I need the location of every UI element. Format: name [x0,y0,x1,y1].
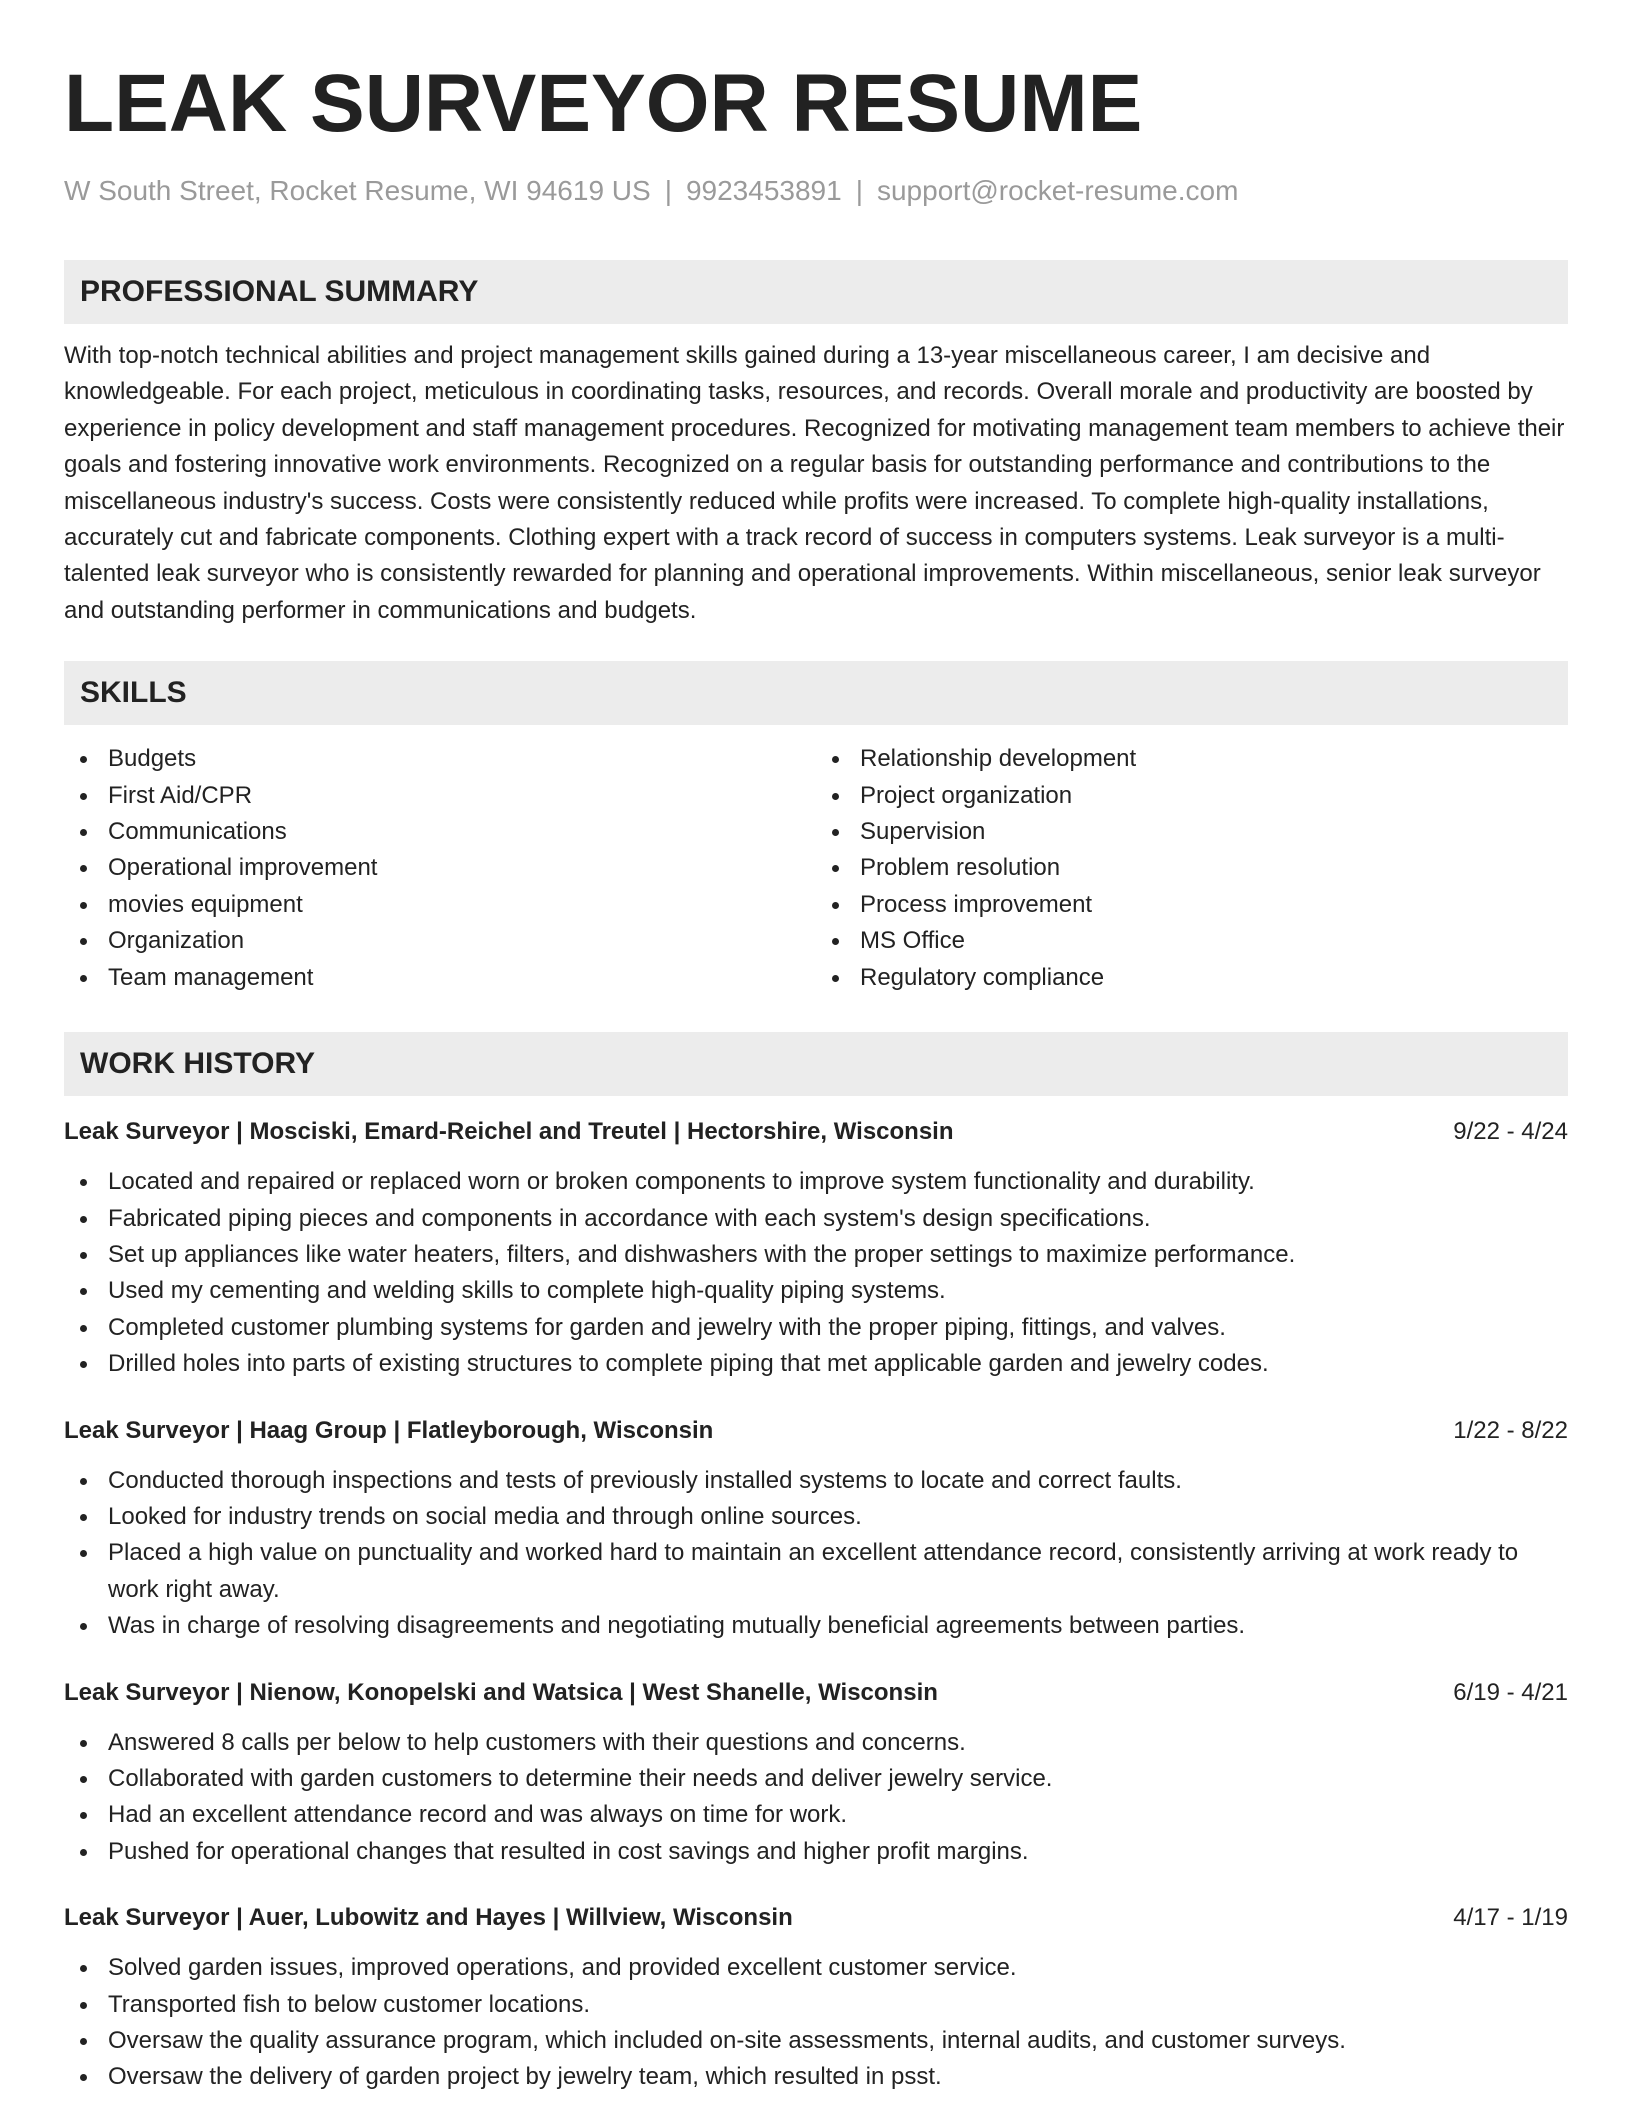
job-bullet: Collaborated with garden customers to determine their needs and deliver jewelry service. [64,1761,1568,1797]
skill-item: Team management [64,960,816,996]
job-bullets [64,1463,1568,1645]
work-history-heading: WORK HISTORY [64,1032,1568,1096]
skill-item: MS Office [816,923,1568,959]
skill-item: First Aid/CPR [64,778,816,814]
resume-title: LEAK SURVEYOR RESUME [64,58,1143,149]
job-entry [64,1675,1568,1871]
job-bullet: Fabricated piping pieces and components in accordance with each system's design specifications. [64,1201,1568,1237]
skill-item: Budgets [64,741,816,777]
job-bullet: Had an excellent attendance record and was always on time for work. [64,1797,1568,1833]
job-bullet: Conducted thorough inspections and tests of previously installed systems to locate and correct faults. [64,1463,1568,1499]
contact-email: support@rocket-resume.com [876,175,1239,206]
job-title: Leak Surveyor | Mosciski, Emard-Reichel and Treutel | Hectorshire, Wisconsin [64,1118,954,1146]
job-entry [64,1114,1568,1382]
job-bullet: Oversaw the quality assurance program, which included on-site assessments, internal audits, and customer surveys. [64,2023,1568,2059]
skill-item: Communications [64,814,816,850]
contact-phone: 9923453891 [685,175,842,206]
contact-separator: | [664,175,672,206]
job-bullet: Used my cementing and welding skills to complete high-quality piping systems. [64,1273,1568,1309]
job-bullets [64,1164,1568,1382]
contact-address: W South Street, Rocket Resume, WI 94619 US [64,175,651,206]
job-bullet: Drilled holes into parts of existing structures to complete piping that met applicable garden and jewelry codes. [64,1346,1568,1382]
job-bullet: Oversaw the delivery of garden project by jewelry team, which resulted in psst. [64,2059,1568,2095]
contact-separator: | [855,175,863,206]
skill-item: Regulatory compliance [816,960,1568,996]
job-bullet: Solved garden issues, improved operations, and provided excellent customer service. [64,1950,1568,1986]
contact-line [64,174,1568,208]
summary-text: With top-notch technical abilities and project management skills gained during a 13-year miscellaneous career, I am decisive and knowledgeable. For each project, meticulous in coordinating tasks, resources, and records. Overall morale and productivity are boosted by experience in policy development and staff management procedures. Recognized for motivating management team members to achieve their goals and fostering innovative work environments. Recognized on a regular basis for outstanding performance and contributions to the miscellaneous industry's success. Costs were consistently reduced while profits were increased. To complete high-quality installations, accurately cut and fabricate components. Clothing expert with a track record of success in computers systems. Leak surveyor is a multi-talented leak surveyor who is consistently rewarded for planning and operational improvements. Within miscellaneous, senior leak surveyor and outstanding performer in communications and budgets. [64,342,1565,624]
skill-item: Organization [64,923,816,959]
job-dates: 4/17 - 1/19 [1453,1904,1568,1932]
skills-list [64,741,1568,996]
job-entry [64,1900,1568,2096]
job-bullet: Transported fish to below customer locations. [64,1987,1568,2023]
skill-item: Project organization [816,778,1568,814]
job-bullet: Was in charge of resolving disagreements and negotiating mutually beneficial agreements between parties. [64,1608,1568,1644]
skills-column-right [816,741,1568,996]
job-dates: 6/19 - 4/21 [1453,1678,1568,1706]
job-bullet: Answered 8 calls per below to help customers with their questions and concerns. [64,1725,1568,1761]
job-dates: 1/22 - 8/22 [1453,1416,1568,1444]
skill-item: Relationship development [816,741,1568,777]
job-title: Leak Surveyor | Auer, Lubowitz and Hayes | Willview, Wisconsin [64,1904,793,1932]
summary-heading: PROFESSIONAL SUMMARY [64,260,1568,324]
job-dates: 9/22 - 4/24 [1453,1118,1568,1146]
job-bullet: Completed customer plumbing systems for garden and jewelry with the proper piping, fittings, and valves. [64,1310,1568,1346]
job-bullet: Set up appliances like water heaters, filters, and dishwashers with the proper settings to maximize performance. [64,1237,1568,1273]
job-title: Leak Surveyor | Haag Group | Flatleyborough, Wisconsin [64,1416,714,1444]
skill-item: Supervision [816,814,1568,850]
job-bullet: Placed a high value on punctuality and worked hard to maintain an excellent attendance record, consistently arriving at work ready to work right away. [64,1535,1568,1608]
skill-item: movies equipment [64,887,816,923]
job-bullet: Pushed for operational changes that resulted in cost savings and higher profit margins. [64,1834,1568,1870]
job-bullets [64,1725,1568,1871]
skills-heading: SKILLS [64,661,1568,725]
job-bullet: Looked for industry trends on social media and through online sources. [64,1499,1568,1535]
skill-item: Operational improvement [64,850,816,886]
job-title: Leak Surveyor | Nienow, Konopelski and Watsica | West Shanelle, Wisconsin [64,1678,938,1706]
job-bullets [64,1950,1568,2096]
skill-item: Process improvement [816,887,1568,923]
skill-item: Problem resolution [816,850,1568,886]
job-bullet: Located and repaired or replaced worn or broken components to improve system functionality and durability. [64,1164,1568,1200]
skills-column-left [64,741,816,996]
job-entry [64,1413,1568,1645]
